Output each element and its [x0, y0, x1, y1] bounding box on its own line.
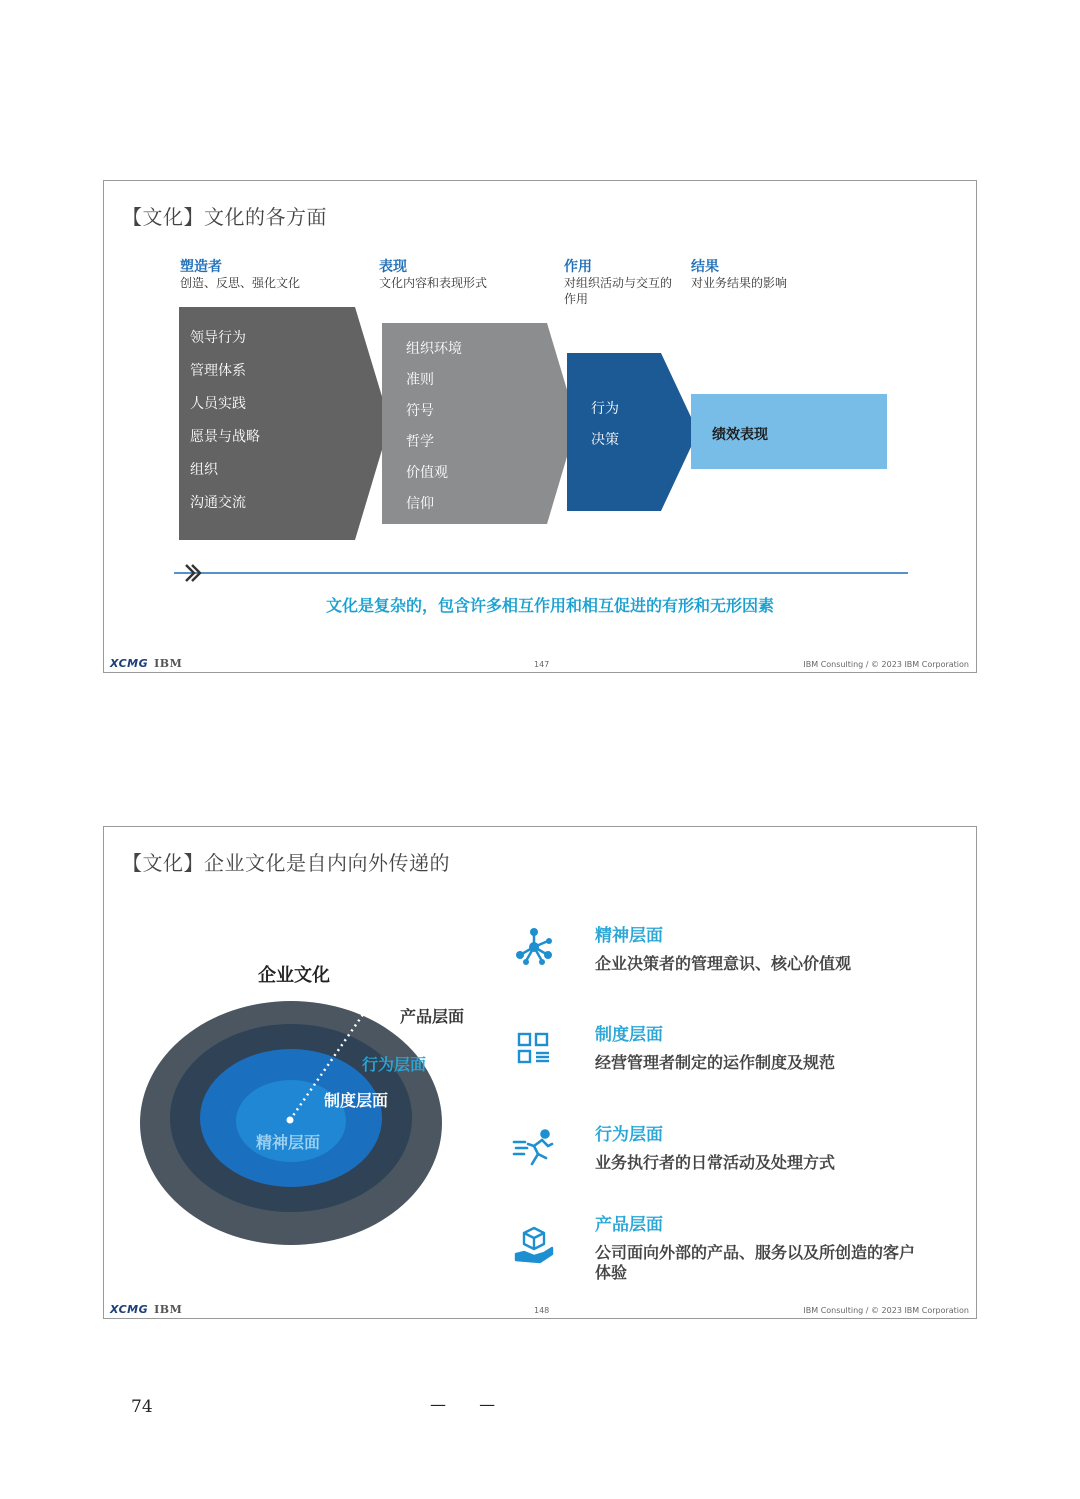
copyright: IBM Consulting / © 2023 IBM Corporation — [803, 660, 969, 669]
slide-culture-aspects — [103, 180, 977, 673]
layer-title: 制度层面 — [595, 1025, 663, 1045]
slide-title: 【文化】文化的各方面 — [122, 205, 327, 229]
shaper-item: 人员实践 — [190, 396, 246, 412]
network-nodes-icon — [512, 925, 556, 969]
shaper-item: 沟通交流 — [190, 495, 246, 511]
shaper-item: 领导行为 — [190, 330, 246, 346]
layer-desc: 公司面向外部的产品、服务以及所创造的客户体验 — [595, 1243, 916, 1282]
stage-desc: 对业务结果的影响 — [691, 276, 788, 290]
shapers-list — [190, 322, 260, 520]
hand-box-icon — [512, 1224, 556, 1268]
layer-system — [595, 1020, 935, 1073]
ring-label-behavior: 行为层面 — [362, 1055, 427, 1074]
layer-behavior — [595, 1120, 935, 1173]
ibm-logo: IBM — [154, 1303, 183, 1316]
stage-heading: 结果 — [691, 259, 719, 275]
footer-logo — [110, 657, 182, 670]
xcmg-logo: XCMG — [110, 1303, 149, 1316]
footer-logo — [110, 1303, 182, 1316]
effect-item: 决策 — [591, 432, 619, 448]
expression-item: 组织环境 — [406, 341, 462, 357]
layer-spirit — [595, 921, 935, 974]
ibm-logo: IBM — [154, 657, 183, 670]
shaper-item: 管理体系 — [190, 363, 246, 379]
expression-item: 符号 — [406, 403, 434, 419]
ring-label-system: 制度层面 — [324, 1091, 389, 1110]
layer-title: 产品层面 — [595, 1215, 663, 1235]
stage-desc: 对组织活动与交互的作用 — [564, 276, 673, 306]
effect-item: 行为 — [591, 401, 619, 417]
copyright: IBM Consulting / © 2023 IBM Corporation — [803, 1306, 969, 1315]
stage-heading: 作用 — [564, 259, 592, 275]
slide-title: 【文化】企业文化是自内向外传递的 — [122, 851, 450, 875]
layer-title: 行为层面 — [595, 1125, 663, 1145]
layer-title: 精神层面 — [595, 926, 663, 946]
xcmg-logo: XCMG — [110, 657, 149, 670]
stage-desc: 创造、反思、强化文化 — [180, 276, 301, 290]
expression-list — [406, 334, 462, 520]
running-person-icon — [512, 1126, 556, 1170]
page-number: 74 — [131, 1397, 153, 1417]
layer-desc: 业务执行者的日常活动及处理方式 — [595, 1153, 836, 1172]
slide-culture-inside-out — [103, 826, 977, 1319]
slide-number: 148 — [534, 1306, 550, 1315]
layer-product — [595, 1210, 930, 1283]
shaper-item: 愿景与战略 — [190, 429, 260, 445]
expression-item: 准则 — [406, 372, 434, 388]
ring-label-spirit: 精神层面 — [256, 1133, 321, 1152]
expression-item: 信仰 — [406, 496, 434, 512]
layer-desc: 经营管理者制定的运作制度及规范 — [595, 1053, 836, 1072]
stage-heading: 塑造者 — [180, 259, 222, 275]
effect-chevron — [567, 353, 698, 511]
ring-label-product: 产品层面 — [400, 1007, 465, 1026]
page-dash: — — — [430, 1395, 510, 1414]
stage-heading: 表现 — [379, 259, 407, 275]
shaper-item: 组织 — [190, 462, 218, 478]
pointer-dot — [287, 1117, 294, 1124]
stage-desc: 文化内容和表现形式 — [379, 276, 488, 290]
slide-number: 147 — [534, 660, 550, 669]
result-label: 绩效表现 — [712, 427, 768, 443]
expression-item: 价值观 — [406, 465, 448, 481]
expression-item: 哲学 — [406, 434, 434, 450]
layer-desc: 企业决策者的管理意识、核心价值观 — [595, 954, 852, 973]
effect-list — [591, 394, 619, 456]
tagline: 文化是复杂的，包含许多相互作用和相互促进的有形和无形因素 — [325, 596, 774, 615]
diagram-title: 企业文化 — [258, 965, 330, 986]
grid-list-icon — [512, 1027, 556, 1071]
